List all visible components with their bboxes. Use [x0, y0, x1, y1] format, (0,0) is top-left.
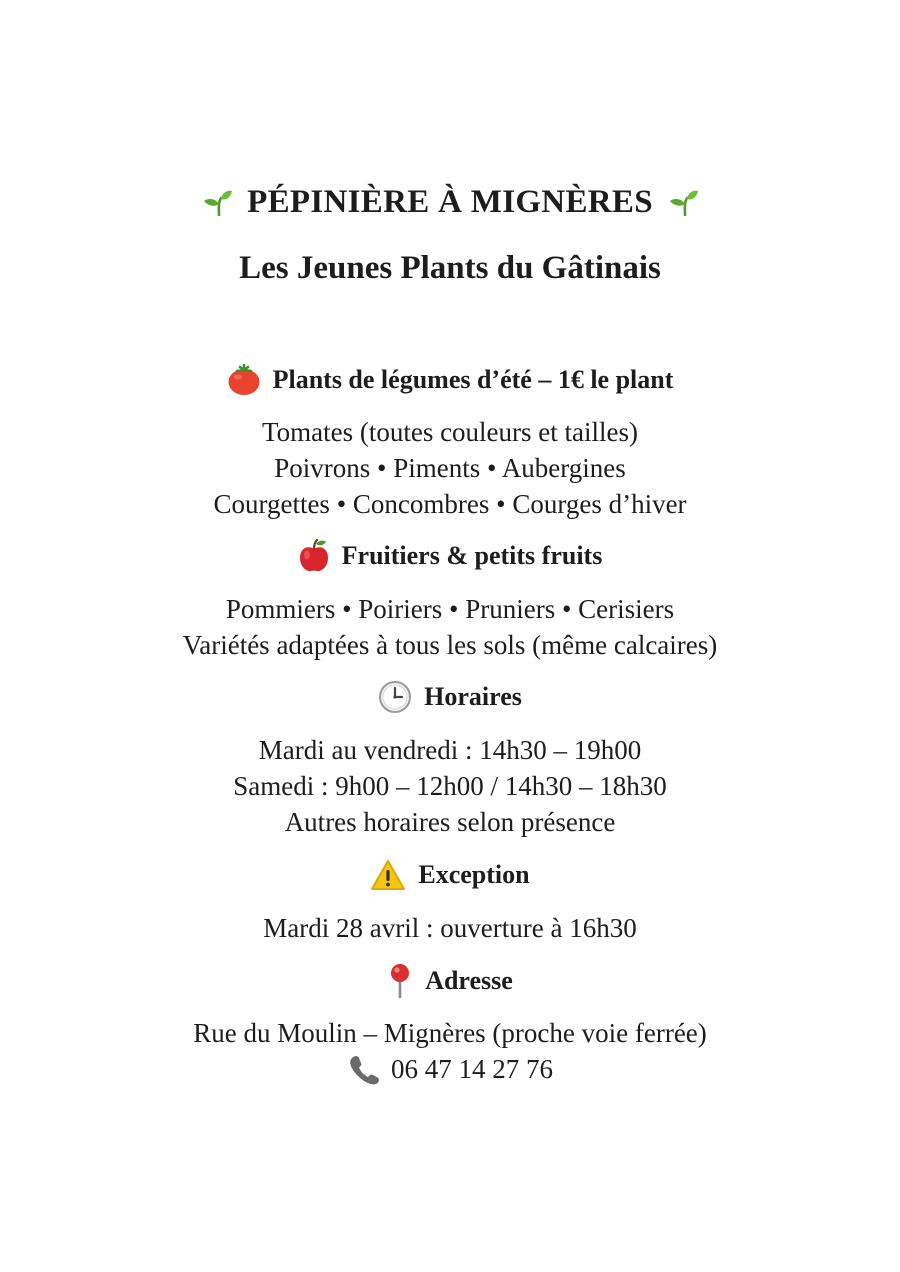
- phone-icon: [347, 1053, 381, 1085]
- fruitiers-list: [0, 591, 900, 663]
- exception-list: [0, 910, 900, 946]
- section-heading-exception: [0, 855, 900, 895]
- list-item: Mardi au vendredi : 14h30 – 19h00: [258, 735, 642, 765]
- pin-icon: [387, 963, 413, 999]
- title-line: [0, 178, 900, 226]
- list-item: Autres horaires selon présence: [284, 807, 616, 837]
- clock-icon: [378, 680, 412, 714]
- tomato-icon: [227, 364, 261, 396]
- section-heading-text: Horaires: [424, 682, 522, 711]
- seedling-icon: [667, 188, 699, 216]
- apple-icon: [298, 539, 330, 573]
- section-heading-adresse: [0, 961, 900, 1001]
- section-heading-legumes: [0, 360, 900, 400]
- list-item: Courgettes • Concombres • Courges d’hiver: [213, 489, 687, 519]
- section-heading-text: Fruitiers & petits fruits: [341, 541, 603, 570]
- adresse-block: [0, 1015, 900, 1087]
- list-item: Samedi : 9h00 – 12h00 / 14h30 – 18h30: [233, 771, 667, 801]
- seedling-icon: [201, 188, 233, 216]
- section-heading-fruitiers: [0, 536, 900, 576]
- page-subtitle: Les Jeunes Plants du Gâtinais: [239, 250, 661, 286]
- warning-icon: [370, 859, 406, 891]
- legumes-list: [0, 414, 900, 522]
- section-heading-text: Adresse: [425, 966, 513, 995]
- list-item: Mardi 28 avril : ouverture à 16h30: [263, 913, 637, 943]
- list-item: Poivrons • Piments • Aubergines: [274, 453, 626, 483]
- section-heading-text: Exception: [418, 860, 530, 889]
- page-title: PÉPINIÈRE À MIGNÈRES: [247, 183, 653, 220]
- phone-line: [0, 1051, 900, 1087]
- horaires-list: [0, 732, 900, 840]
- list-item: Tomates (toutes couleurs et tailles): [262, 417, 638, 447]
- section-heading-horaires: [0, 677, 900, 717]
- list-item: Pommiers • Poiriers • Pruniers • Cerisiers: [225, 594, 675, 624]
- phone-number: 06 47 14 27 76: [391, 1054, 553, 1084]
- address-line: Rue du Moulin – Mignères (proche voie ferrée): [193, 1018, 707, 1048]
- list-item: Variétés adaptées à tous les sols (même calcaires): [182, 630, 718, 660]
- section-heading-text: Plants de légumes d’été – 1€ le plant: [272, 365, 674, 394]
